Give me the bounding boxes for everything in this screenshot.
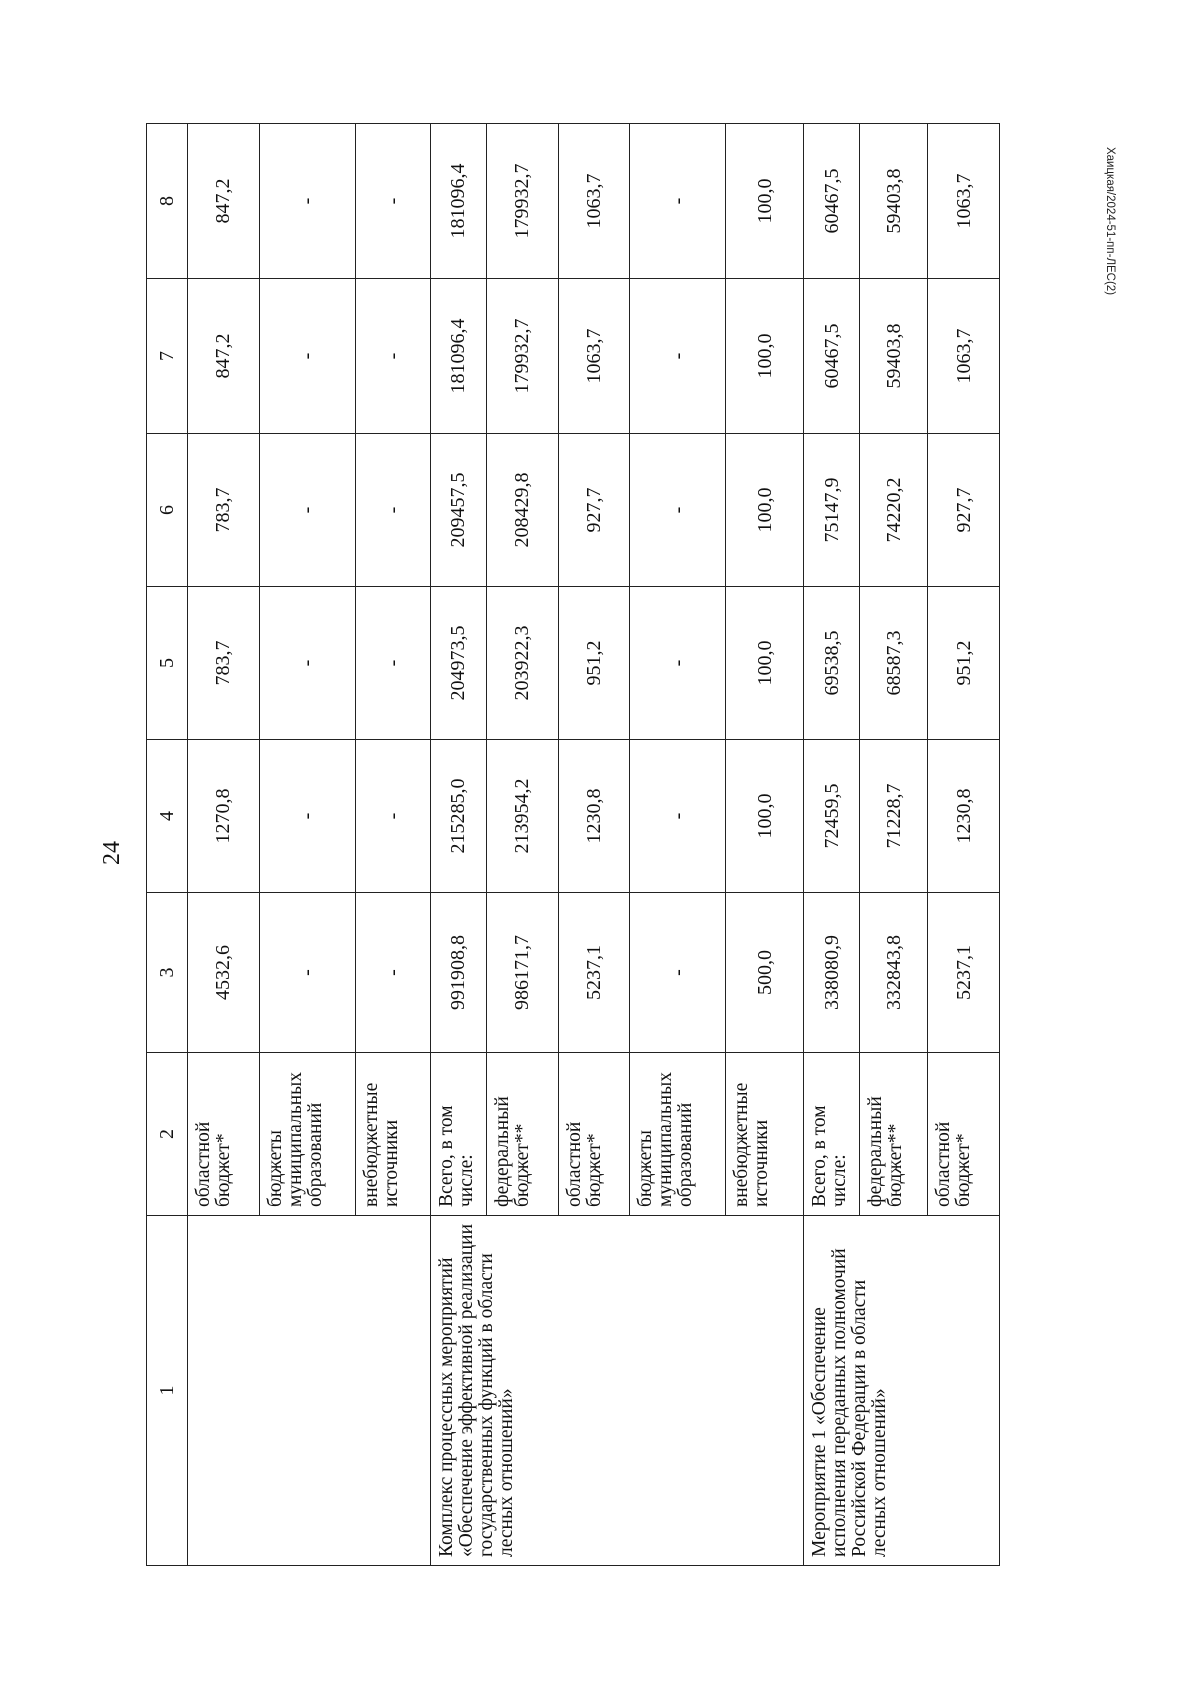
value-cell: 181096,4 — [430, 124, 486, 279]
header-cell: 7 — [147, 279, 188, 434]
value-cell: 100,0 — [726, 124, 804, 279]
value-cell: 951,2 — [559, 587, 629, 740]
value-cell: - — [259, 434, 356, 587]
value-cell: 213954,2 — [486, 740, 559, 893]
value-cell: - — [356, 740, 431, 893]
value-cell: 500,0 — [726, 893, 804, 1053]
value-cell: 74220,2 — [860, 434, 928, 587]
value-cell: 783,7 — [188, 434, 260, 587]
value-cell: 181096,4 — [430, 279, 486, 434]
value-cell: 1270,8 — [188, 740, 260, 893]
value-cell: 71228,7 — [860, 740, 928, 893]
value-cell: - — [629, 587, 726, 740]
value-cell: 69538,5 — [804, 587, 860, 740]
value-cell: 847,2 — [188, 279, 260, 434]
header-cell: 5 — [147, 587, 188, 740]
value-cell: - — [259, 279, 356, 434]
value-cell: 68587,3 — [860, 587, 928, 740]
funding-source: Всего, в том числе: — [804, 1053, 860, 1216]
value-cell: 209457,5 — [430, 434, 486, 587]
header-cell: 1 — [147, 1216, 188, 1566]
value-cell: - — [259, 587, 356, 740]
value-cell: 1230,8 — [928, 740, 1000, 893]
value-cell: 208429,8 — [486, 434, 559, 587]
value-cell: - — [259, 124, 356, 279]
table-row — [430, 124, 486, 1566]
value-cell: 1063,7 — [928, 279, 1000, 434]
value-cell: 100,0 — [726, 740, 804, 893]
funding-source: Всего, в том числе: — [430, 1053, 486, 1216]
header-cell: 6 — [147, 434, 188, 587]
funding-source: бюджеты муниципальных образований — [259, 1053, 356, 1216]
funding-source: областной бюджет* — [188, 1053, 260, 1216]
value-cell: 847,2 — [188, 124, 260, 279]
value-cell: - — [356, 279, 431, 434]
value-cell: 332843,8 — [860, 893, 928, 1053]
value-cell: 1063,7 — [559, 124, 629, 279]
value-cell: - — [356, 124, 431, 279]
value-cell: 59403,8 — [860, 124, 928, 279]
value-cell: 60467,5 — [804, 279, 860, 434]
value-cell: 927,7 — [928, 434, 1000, 587]
table-row — [804, 124, 860, 1566]
page-number: 24 — [99, 841, 125, 865]
value-cell: - — [356, 434, 431, 587]
event-name-cell: Комплекс процессных мероприятий «Обеспечение эффективной реализации государственных функций в области лесных отношений» — [430, 1216, 803, 1566]
value-cell: 203922,3 — [486, 587, 559, 740]
value-cell: 60467,5 — [804, 124, 860, 279]
table-row — [188, 124, 260, 1566]
value-cell: 100,0 — [726, 587, 804, 740]
value-cell: 204973,5 — [430, 587, 486, 740]
value-cell: - — [629, 434, 726, 587]
value-cell: - — [356, 587, 431, 740]
funding-source: внебюджетные источники — [726, 1053, 804, 1216]
document-code: Хаицкая/2024-51-пп-ЛЕС(2) — [1104, 146, 1116, 296]
value-cell: 951,2 — [928, 587, 1000, 740]
value-cell: - — [629, 740, 726, 893]
rotated-table-container — [146, 124, 1000, 1566]
value-cell: 927,7 — [559, 434, 629, 587]
value-cell: 215285,0 — [430, 740, 486, 893]
event-name-cell: Мероприятие 1 «Обеспечение исполнения переданных полномочий Российской Федерации в области лесных отношений» — [804, 1216, 1000, 1566]
value-cell: - — [259, 740, 356, 893]
funding-source: областной бюджет* — [928, 1053, 1000, 1216]
value-cell: - — [356, 893, 431, 1053]
value-cell: 1230,8 — [559, 740, 629, 893]
value-cell: - — [629, 893, 726, 1053]
value-cell: 75147,9 — [804, 434, 860, 587]
value-cell: 1063,7 — [928, 124, 1000, 279]
funding-source: федеральный бюджет** — [860, 1053, 928, 1216]
header-cell: 8 — [147, 124, 188, 279]
value-cell: - — [629, 279, 726, 434]
value-cell: 1063,7 — [559, 279, 629, 434]
header-cell: 2 — [147, 1053, 188, 1216]
value-cell: 59403,8 — [860, 279, 928, 434]
header-cell: 3 — [147, 893, 188, 1053]
funding-source: областной бюджет* — [559, 1053, 629, 1216]
value-cell: - — [259, 893, 356, 1053]
value-cell: 4532,6 — [188, 893, 260, 1053]
funding-source: внебюджетные источники — [356, 1053, 431, 1216]
funding-source: федеральный бюджет** — [486, 1053, 559, 1216]
value-cell: - — [629, 124, 726, 279]
budget-table — [146, 123, 1000, 1566]
value-cell: 338080,9 — [804, 893, 860, 1053]
value-cell: 100,0 — [726, 434, 804, 587]
header-cell: 4 — [147, 740, 188, 893]
value-cell: 986171,7 — [486, 893, 559, 1053]
header-row — [147, 124, 188, 1566]
funding-source: бюджеты муниципальных образований — [629, 1053, 726, 1216]
value-cell: 72459,5 — [804, 740, 860, 893]
value-cell: 5237,1 — [928, 893, 1000, 1053]
value-cell: 179932,7 — [486, 279, 559, 434]
value-cell: 783,7 — [188, 587, 260, 740]
value-cell: 179932,7 — [486, 124, 559, 279]
value-cell: 991908,8 — [430, 893, 486, 1053]
event-name-cell — [188, 1216, 431, 1566]
value-cell: 100,0 — [726, 279, 804, 434]
value-cell: 5237,1 — [559, 893, 629, 1053]
